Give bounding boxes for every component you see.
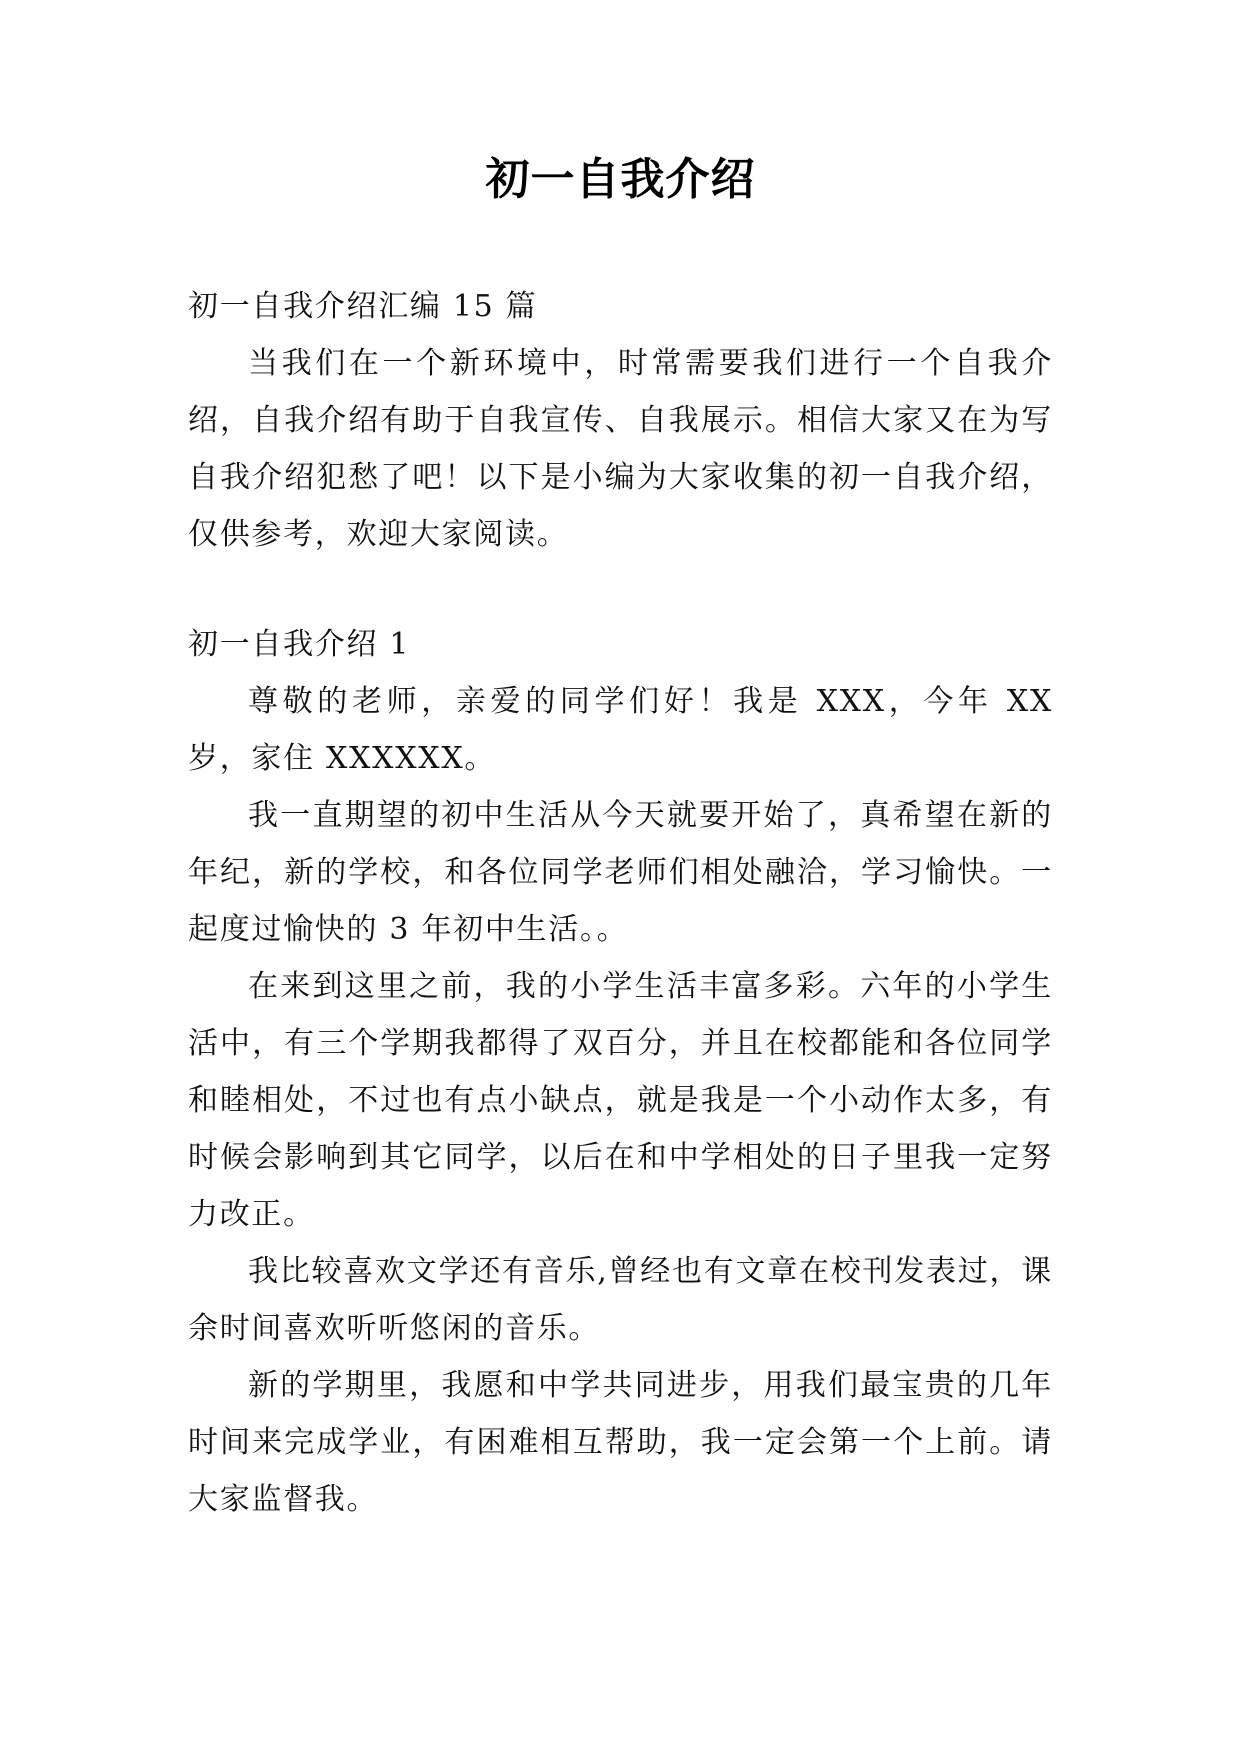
section-paragraph: 尊敬的老师，亲爱的同学们好！我是 XXX，今年 XX 岁，家住 XXXXXX。 [188,684,1053,776]
document-subtitle: 初一自我介绍汇编 15 篇 [188,289,538,324]
section-paragraph: 我一直期望的初中生活从今天就要开始了，真希望在新的年纪，新的学校，和各位同学老师们相处融洽，学习愉快。一起度过愉快的 3 年初中生活。。 [188,798,1053,947]
intro-paragraph: 当我们在一个新环境中，时常需要我们进行一个自我介绍，自我介绍有助于自我宣传、自我展示。相信大家又在为写自我介绍犯愁了吧！以下是小编为大家收集的初一自我介绍，仅供参考，欢迎大家阅读。 [188,346,1053,552]
section-paragraph: 在来到这里之前，我的小学生活丰富多彩。六年的小学生活中，有三个学期我都得了双百分，并且在校都能和各位同学和睦相处，不过也有点小缺点，就是我是一个小动作太多，有时候会影响到其它同学，以后在和中学相处的日子里我一定努力改正。 [188,969,1053,1232]
section-paragraph: 新的学期里，我愿和中学共同进步，用我们最宝贵的几年时间来完成学业，有困难相互帮助，我一定会第一个上前。请大家监督我。 [188,1368,1053,1517]
document-body [188,148,1053,1528]
page-title: 初一自我介绍 [485,154,756,205]
section-heading: 初一自我介绍 1 [188,627,411,662]
section-paragraph: 我比较喜欢文学还有音乐,曾经也有文章在校刊发表过，课余时间喜欢听听悠闲的音乐。 [188,1254,1053,1346]
